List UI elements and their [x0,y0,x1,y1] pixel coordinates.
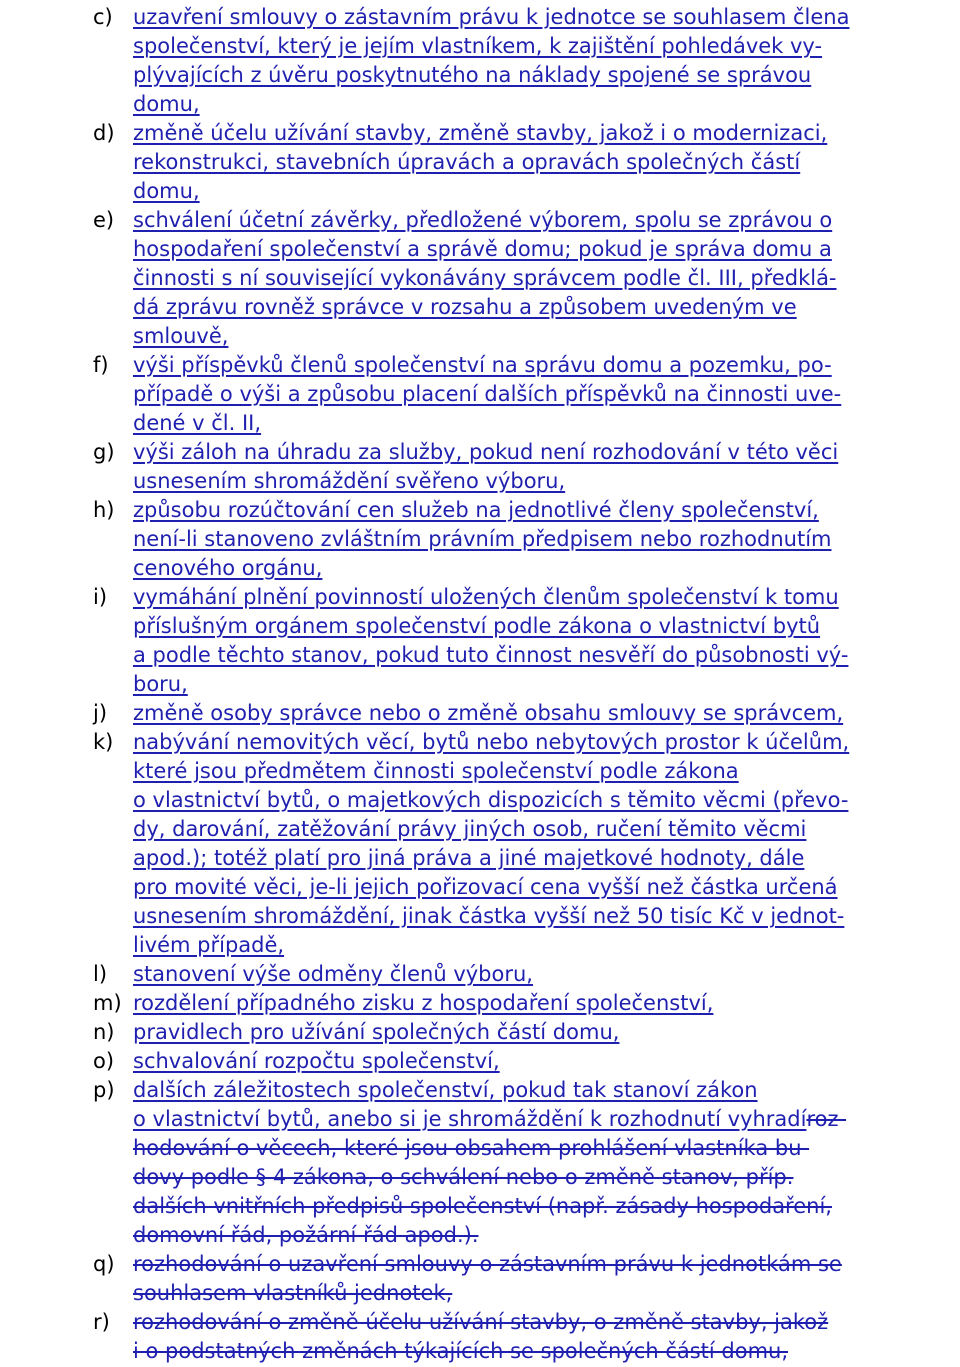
item-text-line [133,786,960,815]
inserted-text: dá zprávu rovněž správce v rozsahu a způsobem uvedeným ve [133,295,797,319]
item-text-line [133,699,960,728]
list-item [0,1076,960,1250]
item-text-line [133,844,960,873]
deleted-text: domovní řád, požární řád apod.). [133,1223,479,1247]
item-label: d) [93,121,115,145]
document-page [0,3,960,1366]
inserted-text: rekonstrukci, stavebních úpravách a opravách společných částí [133,150,801,174]
list-item [0,960,960,989]
inserted-text: schvalování rozpočtu společenství, [133,1049,500,1073]
inserted-text: rozdělení případného zisku z hospodaření společenství, [133,991,714,1015]
item-text-line [133,148,960,177]
item-label: n) [93,1020,115,1044]
inserted-text: které jsou předmětem činnosti společenství podle zákona [133,759,739,783]
inserted-text: změně osoby správce nebo o změně obsahu smlouvy se správcem, [133,701,844,725]
deleted-text: rozhodování o změně účelu užívání stavby, o změně stavby, jakož [133,1310,829,1334]
list-item [0,438,960,496]
deleted-text: hodování o věcech, které jsou obsahem prohlášení vlastníka bu- [133,1136,810,1160]
item-label: g) [93,440,115,464]
inserted-text: společenství, který je jejím vlastníkem, k zajištění pohledávek vy- [133,34,823,58]
list-item [0,989,960,1018]
item-text-line [133,525,960,554]
item-text-line [133,583,960,612]
inserted-text: smlouvě, [133,324,229,348]
list-item [0,206,960,351]
inserted-text: způsobu rozúčtování cen služeb na jednotlivé členy společenství, [133,498,819,522]
item-text-line [133,1308,960,1337]
inserted-text: schválení účetní závěrky, předložené výborem, spolu se zprávou o [133,208,833,232]
item-text-line [133,1192,960,1221]
item-label: i) [93,585,108,609]
deleted-text: i o podstatných změnách týkajících se společných částí domu, [133,1339,789,1363]
deleted-text: roz- [806,1107,847,1131]
list-item [0,351,960,438]
inserted-text: změně účelu užívání stavby, změně stavby, jakož i o modernizaci, [133,121,828,145]
inserted-text: boru, [133,672,188,696]
item-text-line [133,960,960,989]
item-text-line [133,61,960,90]
item-text-line [133,409,960,438]
item-label: f) [93,353,109,377]
item-text-line [133,1279,960,1308]
inserted-text: výši příspěvků členů společenství na správu domu a pozemku, po- [133,353,832,377]
item-label: q) [93,1252,115,1276]
item-text-line [133,554,960,583]
item-text-line [133,206,960,235]
item-label: c) [93,5,113,29]
item-text-line [133,351,960,380]
item-label: l) [93,962,108,986]
list-item [0,728,960,960]
item-text-line [133,1134,960,1163]
item-label: r) [93,1310,110,1334]
item-text-line [133,641,960,670]
item-text-line [133,467,960,496]
inserted-text: příslušným orgánem společenství podle zákona o vlastnictví bytů [133,614,821,638]
item-text-line [133,1250,960,1279]
item-text-line [133,496,960,525]
list-item [0,1308,960,1366]
deleted-text: rozhodování o uzavření smlouvy o zástavním právu k jednotkám se [133,1252,842,1276]
inserted-text: uzavření smlouvy o zástavním právu k jednotce se souhlasem člena [133,5,850,29]
item-text-line [133,380,960,409]
item-text-line [133,3,960,32]
item-text-line [133,757,960,786]
list-item [0,3,960,119]
item-text-line [133,32,960,61]
item-text-line [133,1163,960,1192]
inserted-text: činnosti s ní související vykonávány správcem podle čl. III, předklá- [133,266,837,290]
item-label: j) [93,701,108,725]
item-text-line [133,1018,960,1047]
inserted-text: plývajících z úvěru poskytnutého na náklady spojené se správou [133,63,812,87]
inserted-text: pro movité věci, je-li jejich pořizovací cena vyšší než částka určená [133,875,838,899]
list-item [0,1250,960,1308]
deleted-text: dovy podle § 4 zákona, o schválení nebo o změně stanov, příp. [133,1165,794,1189]
list-item [0,496,960,583]
item-text-line [133,873,960,902]
deleted-text: dalších vnitřních předpisů společenství (např. zásady hospodaření, [133,1194,832,1218]
inserted-text: nabývání nemovitých věcí, bytů nebo nebytových prostor k účelům, [133,730,850,754]
inserted-text: vymáhání plnění povinností uložených členům společenství k tomu [133,585,839,609]
inserted-text: domu, [133,92,200,116]
list-item [0,1047,960,1076]
inserted-text: výši záloh na úhradu za služby, pokud není rozhodování v této věci [133,440,839,464]
item-text-line [133,902,960,931]
list-item [0,583,960,699]
inserted-text: o vlastnictví bytů, anebo si je shromáždění k rozhodnutí vyhradí [133,1107,807,1131]
item-text-line [133,177,960,206]
item-label: p) [93,1078,115,1102]
inserted-text: usnesením shromáždění svěřeno výboru, [133,469,566,493]
inserted-text: cenového orgánu, [133,556,323,580]
item-text-line [133,119,960,148]
inserted-text: není-li stanoveno zvláštním právním předpisem nebo rozhodnutím [133,527,832,551]
inserted-text: dalších záležitostech společenství, pokud tak stanoví zákon [133,1078,758,1102]
inserted-text: pravidlech pro užívání společných částí domu, [133,1020,620,1044]
item-label: h) [93,498,115,522]
item-text-line [133,293,960,322]
item-text-line [133,728,960,757]
item-label: e) [93,208,115,232]
inserted-text: domu, [133,179,200,203]
item-text-line [133,1105,960,1134]
item-text-line [133,612,960,641]
list-item [0,699,960,728]
item-label: o) [93,1049,115,1073]
item-text-line [133,438,960,467]
item-text-line [133,989,960,1018]
list-item [0,1018,960,1047]
inserted-text: livém případě, [133,933,285,957]
item-text-line [133,1076,960,1105]
inserted-text: usnesením shromáždění, jinak částka vyšší než 50 tisíc Kč v jednot- [133,904,845,928]
inserted-text: apod.); totéž platí pro jiná práva a jiné majetkové hodnoty, dále [133,846,805,870]
item-text-line [133,264,960,293]
item-text-line [133,815,960,844]
inserted-text: a podle těchto stanov, pokud tuto činnost nesvěří do působnosti vý- [133,643,849,667]
item-text-line [133,235,960,264]
item-text-line [133,322,960,351]
item-text-line [133,670,960,699]
item-label: m) [93,991,122,1015]
item-text-line [133,1047,960,1076]
list-item [0,119,960,206]
item-text-line [133,1337,960,1366]
deleted-text: souhlasem vlastníků jednotek, [133,1281,453,1305]
item-text-line [133,1221,960,1250]
inserted-text: dy, darování, zatěžování právy jiných osob, ručení těmito věcmi [133,817,807,841]
inserted-text: o vlastnictví bytů, o majetkových dispozicích s těmito věcmi (převo- [133,788,849,812]
inserted-text: případě o výši a způsobu placení dalších příspěvků na činnosti uve- [133,382,842,406]
inserted-text: stanovení výše odměny členů výboru, [133,962,533,986]
inserted-text: hospodaření společenství a správě domu; pokud je správa domu a [133,237,832,261]
item-label: k) [93,730,114,754]
inserted-text: dené v čl. II, [133,411,262,435]
item-text-line [133,931,960,960]
item-text-line [133,90,960,119]
